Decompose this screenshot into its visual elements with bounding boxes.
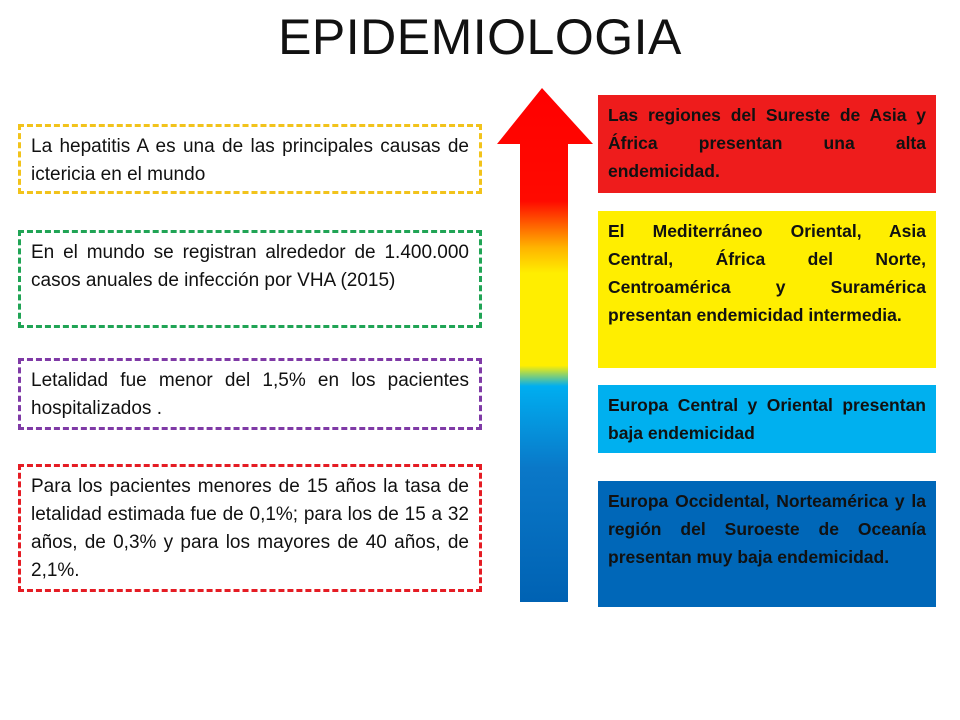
info-box-age-lethality: Para los pacientes menores de 15 años la tasa de letalidad estimada fue de 0,1%; para los de 15 a 32 años, de 0,3% y para los mayores de 40 años, de 2,1%. <box>18 464 482 592</box>
endemicity-gradient-arrow-icon <box>497 88 595 604</box>
region-box-low-endemicity: Europa Central y Oriental presentan baja endemicidad <box>598 385 936 453</box>
info-box-jaundice-cause: La hepatitis A es una de las principales causas de ictericia en el mundo <box>18 124 482 194</box>
info-box-annual-cases: En el mundo se registran alrededor de 1.400.000 casos anuales de infección por VHA (2015) <box>18 230 482 328</box>
page-title: EPIDEMIOLOGIA <box>278 9 682 65</box>
region-box-very-low-endemicity: Europa Occidental, Norteamérica y la región del Suroeste de Oceanía presentan muy baja endemicidad. <box>598 481 936 607</box>
info-box-hospital-lethality: Letalidad fue menor del 1,5% en los pacientes hospitalizados . <box>18 358 482 430</box>
region-box-high-endemicity: Las regiones del Sureste de Asia y África presentan una alta endemicidad. <box>598 95 936 193</box>
region-box-intermediate-endemicity: El Mediterráneo Oriental, Asia Central, África del Norte, Centroamérica y Suramérica presentan endemicidad intermedia. <box>598 211 936 368</box>
